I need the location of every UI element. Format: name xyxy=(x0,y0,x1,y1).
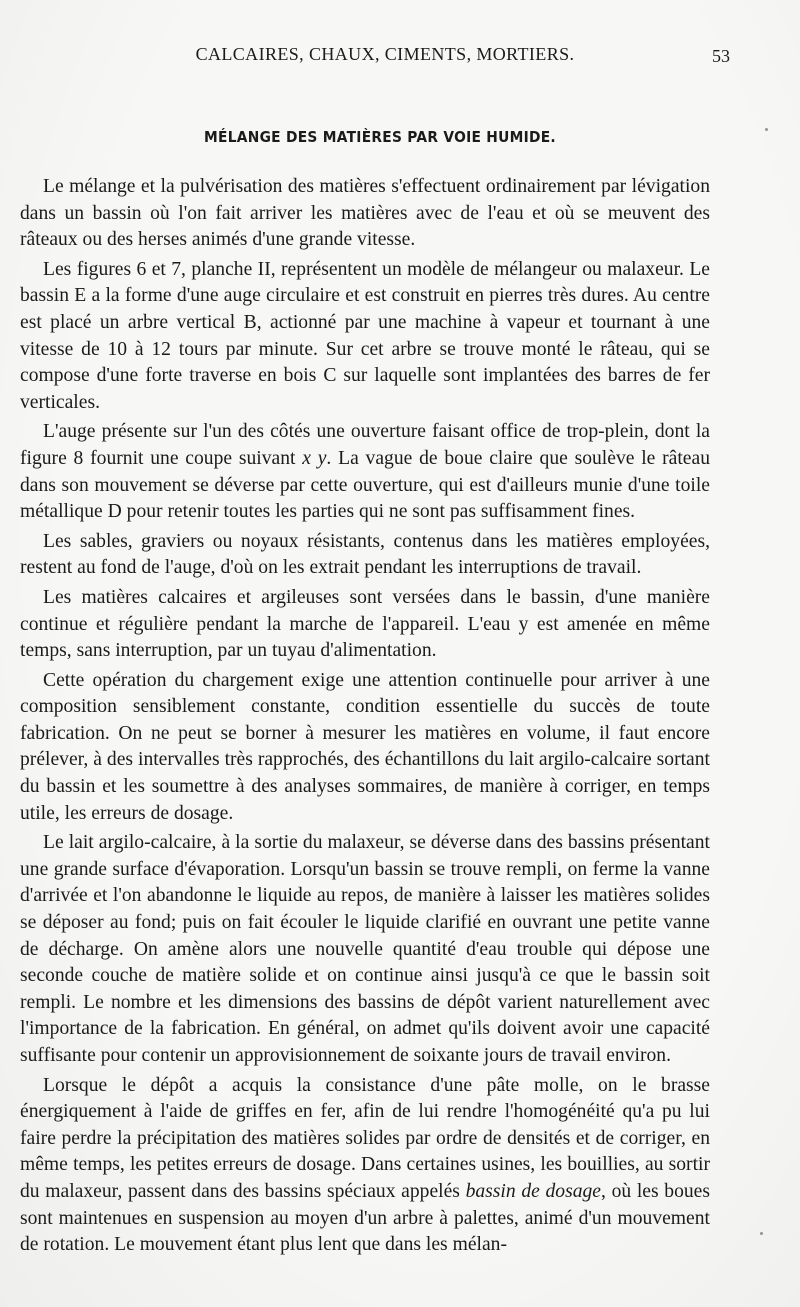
running-title: CALCAIRES, CHAUX, CIMENTS, MORTIERS. xyxy=(195,44,575,64)
paragraph-7: Le lait argilo-calcaire, à la sortie du malaxeur, se déverse dans des bassins présentant une grande surface d'évaporation. Lorsqu'un bassin se trouve rempli, on ferme la vanne d'arrivée et l'on abandonne le liquide au repos, de manière à laisser les matières solides se déposer au fond; puis on fait écouler le liquide clarifié en ouvrant une petite vanne de décharge. On amène alors une nouvelle quantité d'eau trouble qui dépose une seconde couche de matière solide et on continue ainsi jusqu'à ce que le bassin soit rempli. Le nombre et les dimensions des bassins de dépôt varient naturellement avec l'importance de la fabrication. En général, on admet qu'ils doivent avoir une capacité suffisante pour contenir un approvisionnement de soixante jours de travail environ. xyxy=(20,832,710,1066)
paragraph-2: Les figures 6 et 7, planche II, représentent un modèle de mélangeur ou malaxeur. Le bassin E a la forme d'une auge circulaire et est construit en pierres très dures. Au centre est placé un arbre vertical B, actionné par une machine à vapeur et tournant à une vitesse de 10 à 12 tours par minute. Sur cet arbre se trouve monté le râteau, qui se compose d'une forte traverse en bois C sur laquelle sont implantées des barres de fer verticales. xyxy=(20,258,710,413)
paragraph-8-text-a: Lorsque le dépôt a acquis la consistance d'une pâte molle, on le brasse énergiquement à l'aide de griffes en fer, afin de lui rendre l'homogénéité qu'a pu lui faire perdre la précipitation des matières solides par ordre de densités et de corriger, en même temps, les petites erreurs de dosage. Dans certaines usines, les bouillies, au sortir du malaxeur, passent dans des bassins spéciaux appelés xyxy=(20,1074,710,1202)
page-number: 53 xyxy=(712,46,730,66)
paragraph-8-text-b: , où les boues sont maintenues en suspension au moyen d'un arbre à palettes, animé d'un mouvement de rotation. Le mouvement étant plus lent que dans les mélan- xyxy=(20,1180,710,1256)
paragraph-3 xyxy=(20,419,710,525)
paragraph-3-text-b: . La vague de boue claire que soulève le râteau dans son mouvement se déverse par cette ouverture, qui est d'ailleurs munie d'une toile métallique D pour retenir toutes les parties qui ne sont pas suffisamment fines. xyxy=(20,447,710,523)
paragraph-3-text-a: L'auge présente sur l'un des côtés une ouverture faisant office de trop-plein, dont la figure 8 fournit une coupe suivant xyxy=(20,421,710,469)
paragraph-6: Cette opération du chargement exige une attention continuelle pour arriver à une composition sensiblement constante, condition essentielle du succès de toute fabrication. On ne peut se borner à mesurer les matières en volume, il faut encore prélever, à des intervalles très rapprochés, des échantillons du lait argilo-calcaire sortant du bassin et les soumettre à des analyses sommaires, de manière à corriger, en temps utile, les erreurs de dosage. xyxy=(20,669,710,824)
paragraph-1: Le mélange et la pulvérisation des matières s'effectuent ordinairement par lévigation dans un bassin où l'on fait arriver les matières avec de l'eau et où se meuvent des râteaux ou des herses animés d'une grande vitesse. xyxy=(20,176,710,251)
print-speck xyxy=(765,128,768,131)
paragraph-5: Les matières calcaires et argileuses sont versées dans le bassin, d'une manière continue et régulière pendant la marche de l'appareil. L'eau y est amenée en même temps, sans interruption, par un tuyau d'alimentation. xyxy=(20,586,710,662)
section-title: MÉLANGE DES MATIÈRES PAR VOIE HUMIDE. xyxy=(204,128,556,146)
paragraph-8 xyxy=(20,1073,710,1259)
print-speck xyxy=(760,1232,763,1235)
body-text xyxy=(20,174,710,1259)
paragraph-3-italic: x y xyxy=(302,447,327,469)
running-header xyxy=(40,44,730,74)
paragraph-8-italic: bassin de dosage xyxy=(465,1180,602,1202)
paragraph-4: Les sables, graviers ou noyaux résistants, contenus dans les matières employées, restent au fond de l'auge, d'où on les extrait pendant les interruptions de travail. xyxy=(20,530,710,579)
